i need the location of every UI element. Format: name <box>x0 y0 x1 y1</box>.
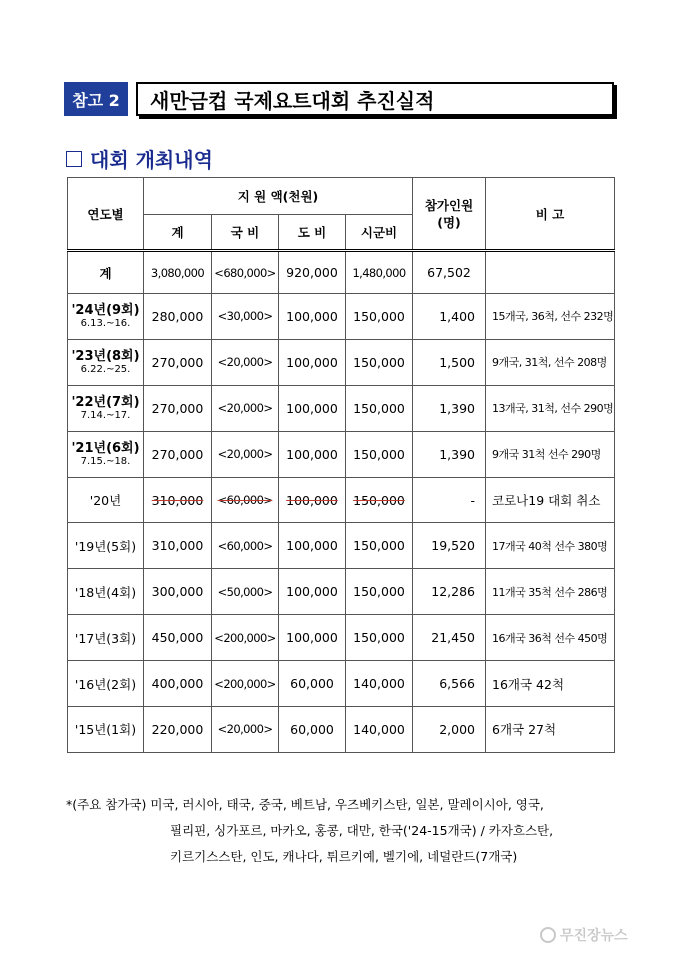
cancelled-amount: <60,000> <box>217 493 273 507</box>
cell-participants: 19,520 <box>413 523 486 569</box>
cancelled-amount: 310,000 <box>151 492 204 508</box>
table-row <box>68 661 615 707</box>
header-year: 연도별 <box>68 178 144 251</box>
cell-participants: 1,390 <box>413 431 486 477</box>
table-row <box>68 707 615 753</box>
total-row <box>68 251 615 294</box>
cancelled-amount: 100,000 <box>286 492 338 508</box>
section-title-text: 대회 개최내역 <box>90 148 213 172</box>
cell-total: 310,000 <box>144 523 212 569</box>
cell-province: 100,000 <box>279 569 346 615</box>
cell-province: 60,000 <box>279 661 346 707</box>
cell-city: 1,480,000 <box>346 251 413 294</box>
cell-year: '16년(2회) <box>68 661 144 707</box>
page-title: 새만금컵 국제요트대회 추진실적 <box>136 82 614 116</box>
cell-year: '19년(5회) <box>68 523 144 569</box>
table-row <box>68 523 615 569</box>
cell-participants: 21,450 <box>413 615 486 661</box>
cell-province: 100,000 <box>279 523 346 569</box>
cell-year: '15년(1회) <box>68 707 144 753</box>
cell-province: 100,000 <box>279 294 346 340</box>
table-header-row <box>68 178 615 215</box>
table-row <box>68 339 615 385</box>
cell-national: <20,000> <box>212 431 279 477</box>
cell-remarks: 6개국 27척 <box>486 707 615 753</box>
table-row <box>68 294 615 340</box>
cell-total: 450,000 <box>144 615 212 661</box>
year-label: '22년(7회) <box>71 394 140 410</box>
cell-total: 270,000 <box>144 431 212 477</box>
cell-province: 100,000 <box>279 431 346 477</box>
header-city: 시군비 <box>346 215 413 251</box>
cell-province: 60,000 <box>279 707 346 753</box>
cell-national: <20,000> <box>212 339 279 385</box>
cell-participants: - <box>413 477 486 523</box>
cell-national: <20,000> <box>212 385 279 431</box>
header-province: 도 비 <box>279 215 346 251</box>
cell-national: <200,000> <box>212 661 279 707</box>
cell-participants: 1,500 <box>413 339 486 385</box>
cell-province: 100,000 <box>279 385 346 431</box>
cell-remarks: 9개국, 31척, 선수 208명 <box>486 339 615 385</box>
year-label: '21년(6회) <box>71 440 140 456</box>
cell-remarks: 15개국, 36척, 선수 232명 <box>486 294 615 340</box>
table-row <box>68 431 615 477</box>
cell-remarks: 코로나19 대회 취소 <box>486 477 615 523</box>
cell-year <box>68 294 144 340</box>
watermark <box>540 925 628 945</box>
cell-total: 3,080,000 <box>144 251 212 294</box>
footnote-line-3: 키르기스스탄, 인도, 캐나다, 튀르키예, 벨기에, 네덜란드(7개국) <box>170 849 518 864</box>
cell-participants: 12,286 <box>413 569 486 615</box>
cell-city: 150,000 <box>346 431 413 477</box>
cell-total: 270,000 <box>144 385 212 431</box>
table-row <box>68 615 615 661</box>
cell-national: <50,000> <box>212 569 279 615</box>
cell-participants: 1,400 <box>413 294 486 340</box>
cell-city: 150,000 <box>346 385 413 431</box>
cell-national <box>212 477 279 523</box>
cell-national: <60,000> <box>212 523 279 569</box>
events-table <box>67 177 615 753</box>
cell-year: '18년(4회) <box>68 569 144 615</box>
cell-city <box>346 477 413 523</box>
header-total: 계 <box>144 215 212 251</box>
cell-total: 300,000 <box>144 569 212 615</box>
header-remarks: 비 고 <box>486 178 615 251</box>
watermark-text: 무진장뉴스 <box>560 928 628 944</box>
footnote-line-2: 필리핀, 싱가포르, 마카오, 홍콩, 대만, 한국('24-15개국) / 카자흐스탄, <box>170 823 554 838</box>
event-dates: 7.14.~17. <box>80 409 131 421</box>
cell-city: 150,000 <box>346 615 413 661</box>
cell-city: 150,000 <box>346 569 413 615</box>
cell-city: 150,000 <box>346 523 413 569</box>
header-support: 지 원 액(천원) <box>144 178 413 215</box>
total-label: 계 <box>68 251 144 294</box>
cell-remarks: 13개국, 31척, 선수 290명 <box>486 385 615 431</box>
cell-total <box>144 477 212 523</box>
cell-national: <20,000> <box>212 707 279 753</box>
cell-remarks <box>486 251 615 294</box>
cell-remarks: 16개국 42척 <box>486 661 615 707</box>
year-label: '24년(9회) <box>71 302 140 318</box>
cell-national: <30,000> <box>212 294 279 340</box>
cell-year: '20년 <box>68 477 144 523</box>
cell-remarks: 9개국 31척 선수 290명 <box>486 431 615 477</box>
table-row <box>68 477 615 523</box>
cell-province: 100,000 <box>279 339 346 385</box>
table-row <box>68 385 615 431</box>
year-label: '23년(8회) <box>71 348 140 364</box>
cell-total: 270,000 <box>144 339 212 385</box>
cell-participants: 67,502 <box>413 251 486 294</box>
cell-city: 140,000 <box>346 707 413 753</box>
cell-participants: 6,566 <box>413 661 486 707</box>
cell-province: 100,000 <box>279 615 346 661</box>
cell-province: 920,000 <box>279 251 346 294</box>
cell-year: '17년(3회) <box>68 615 144 661</box>
cell-national: <680,000> <box>212 251 279 294</box>
cell-city: 150,000 <box>346 339 413 385</box>
event-dates: 7.15.~18. <box>80 455 131 467</box>
header-participants: 참가인원 (명) <box>413 178 486 251</box>
watermark-logo-icon <box>540 927 556 943</box>
event-dates: 6.13.~16. <box>80 317 131 329</box>
cell-national: <200,000> <box>212 615 279 661</box>
cell-year <box>68 339 144 385</box>
table-row <box>68 569 615 615</box>
cell-city: 140,000 <box>346 661 413 707</box>
cell-remarks: 17개국 40척 선수 380명 <box>486 523 615 569</box>
cell-year <box>68 385 144 431</box>
header-national: 국 비 <box>212 215 279 251</box>
cell-total: 280,000 <box>144 294 212 340</box>
cell-total: 220,000 <box>144 707 212 753</box>
participating-countries-note <box>66 792 626 870</box>
section-heading <box>66 144 213 173</box>
footnote-line-1: *(주요 참가국) 미국, 러시아, 태국, 중국, 베트남, 우즈베키스탄, 일본, 말레이시아, 영국, <box>66 797 544 812</box>
cell-participants: 1,390 <box>413 385 486 431</box>
reference-badge: 참고 2 <box>64 82 128 116</box>
checkbox-square-icon <box>66 151 82 167</box>
cell-remarks: 11개국 35척 선수 286명 <box>486 569 615 615</box>
cell-participants: 2,000 <box>413 707 486 753</box>
cell-total: 400,000 <box>144 661 212 707</box>
cell-remarks: 16개국 36척 선수 450명 <box>486 615 615 661</box>
cell-province <box>279 477 346 523</box>
cell-year <box>68 431 144 477</box>
cell-city: 150,000 <box>346 294 413 340</box>
cancelled-amount: 150,000 <box>353 492 405 508</box>
event-dates: 6.22.~25. <box>80 363 131 375</box>
